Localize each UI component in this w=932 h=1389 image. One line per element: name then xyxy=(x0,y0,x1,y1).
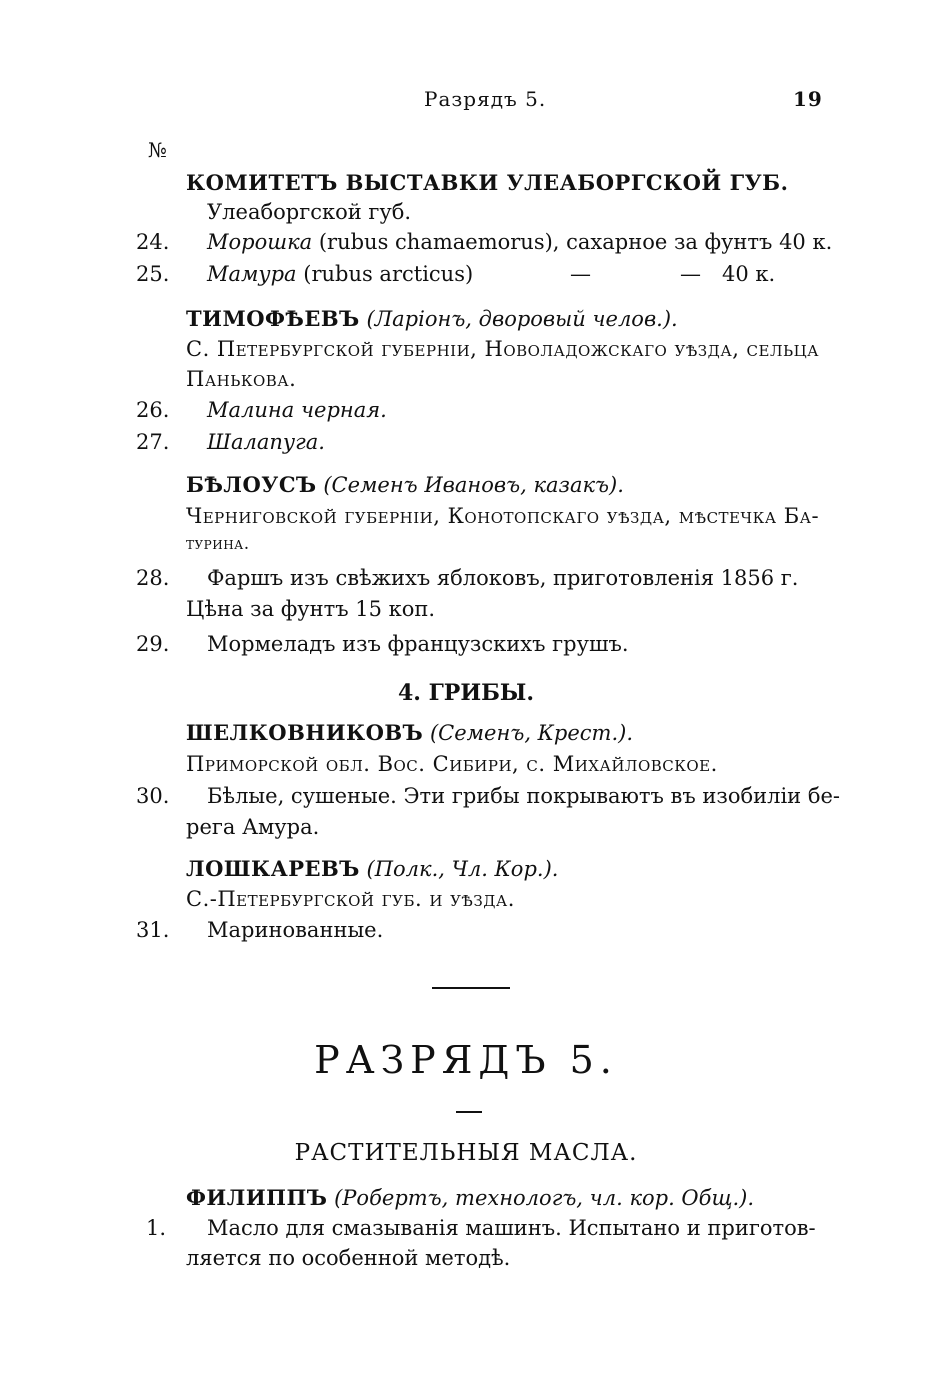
exhibitor-note: (Полк., Чл. Кор.). xyxy=(359,857,559,881)
running-title: Разрядъ 5. xyxy=(424,87,547,111)
exhibitor-location: С. Петербургской губерніи, Новоладожскаго уѣзда, сельца xyxy=(186,337,820,361)
short-rule xyxy=(456,1111,482,1113)
exhibitor-name: БѢЛОУСЪ xyxy=(186,472,317,497)
exhibitor-name: ШЕЛКОВНИКОВЪ xyxy=(186,720,424,745)
exhibitor-note: (Робертъ, технологъ, чл. кор. Общ.). xyxy=(327,1186,755,1210)
exhibitor-location: Черниговской губерніи, Конотопскаго уѣзда, мѣстечка Ба- xyxy=(186,504,820,528)
ditto-dash: — xyxy=(680,262,701,286)
exhibitor-entry xyxy=(186,472,624,497)
item-name: Шалапуга. xyxy=(207,430,325,454)
item-text: рега Амура. xyxy=(186,815,320,839)
item-number: 28. xyxy=(136,566,170,590)
item-text: ляется по особенной методѣ. xyxy=(186,1246,511,1270)
number-mark: № xyxy=(148,138,167,162)
item-text: Фаршъ изъ свѣжихъ яблоковъ, приготовленія 1856 г. xyxy=(207,566,799,590)
exhibitor-note: (Семенъ Ивановъ, казакъ). xyxy=(316,473,624,497)
item-name: Малина черная. xyxy=(207,398,387,422)
exhibitor-location: Панькова. xyxy=(186,367,297,391)
subsection-heading: 4. ГРИБЫ. xyxy=(397,680,535,706)
item-text: Бѣлые, сушеные. Эти грибы покрываютъ въ изобиліи бе- xyxy=(207,784,841,808)
chapter-title: РАЗРЯДЪ 5. xyxy=(314,1038,618,1082)
exhibitor-committee: КОМИТЕТЪ ВЫСТАВКИ УЛЕАБОРГСКОЙ ГУБ. xyxy=(186,170,789,195)
item-price: 40 к. xyxy=(722,262,776,286)
item-entry xyxy=(207,262,473,286)
item-number: 30. xyxy=(136,784,170,808)
item-text: Цѣна за фунтъ 15 коп. xyxy=(186,597,436,621)
ornament-divider xyxy=(432,987,510,989)
item-text: Масло для смазыванія машинъ. Испытано и приготов- xyxy=(207,1216,816,1240)
exhibitor-location: турина. xyxy=(186,534,250,554)
item-description: (rubus chamaemorus), сахарное за фунтъ 40 к. xyxy=(312,230,833,254)
exhibitor-location: Приморской обл. Вос. Сибири, с. Михайловское. xyxy=(186,752,718,776)
item-number: 25. xyxy=(136,262,170,286)
page-number: 19 xyxy=(793,87,823,111)
item-name: Морошка xyxy=(207,230,313,254)
ditto-dash: — xyxy=(570,262,591,286)
exhibitor-location: С.-Петербургской губ. и уѣзда. xyxy=(186,887,515,911)
item-number: 24. xyxy=(136,230,170,254)
exhibitor-note: (Ларіонъ, дворовый челов.). xyxy=(359,307,678,331)
chapter-subtitle: РАСТИТЕЛЬНЫЯ МАСЛА. xyxy=(294,1140,638,1166)
item-text: Мормеладъ изъ французскихъ грушъ. xyxy=(207,632,629,656)
exhibitor-entry xyxy=(186,720,633,745)
exhibitor-name: ЛОШКАРЕВЪ xyxy=(186,856,360,881)
location-uleaborg: Улеаборгской губ. xyxy=(207,200,412,224)
item-number: 29. xyxy=(136,632,170,656)
exhibitor-name: ТИМОФѢЕВЪ xyxy=(186,306,360,331)
exhibitor-entry xyxy=(186,306,678,331)
item-name: Мамура xyxy=(207,262,297,286)
item-text: Маринованные. xyxy=(207,918,384,942)
exhibitor-name: ФИЛИППЪ xyxy=(186,1185,328,1210)
exhibitor-entry xyxy=(186,856,558,881)
item-entry xyxy=(207,230,832,254)
item-number: 26. xyxy=(136,398,170,422)
exhibitor-note: (Семенъ, Крест.). xyxy=(423,721,634,745)
exhibitor-entry xyxy=(186,1185,754,1210)
item-number: 1. xyxy=(146,1216,167,1240)
item-description: (rubus arcticus) xyxy=(296,262,474,286)
item-number: 27. xyxy=(136,430,170,454)
item-number: 31. xyxy=(136,918,170,942)
